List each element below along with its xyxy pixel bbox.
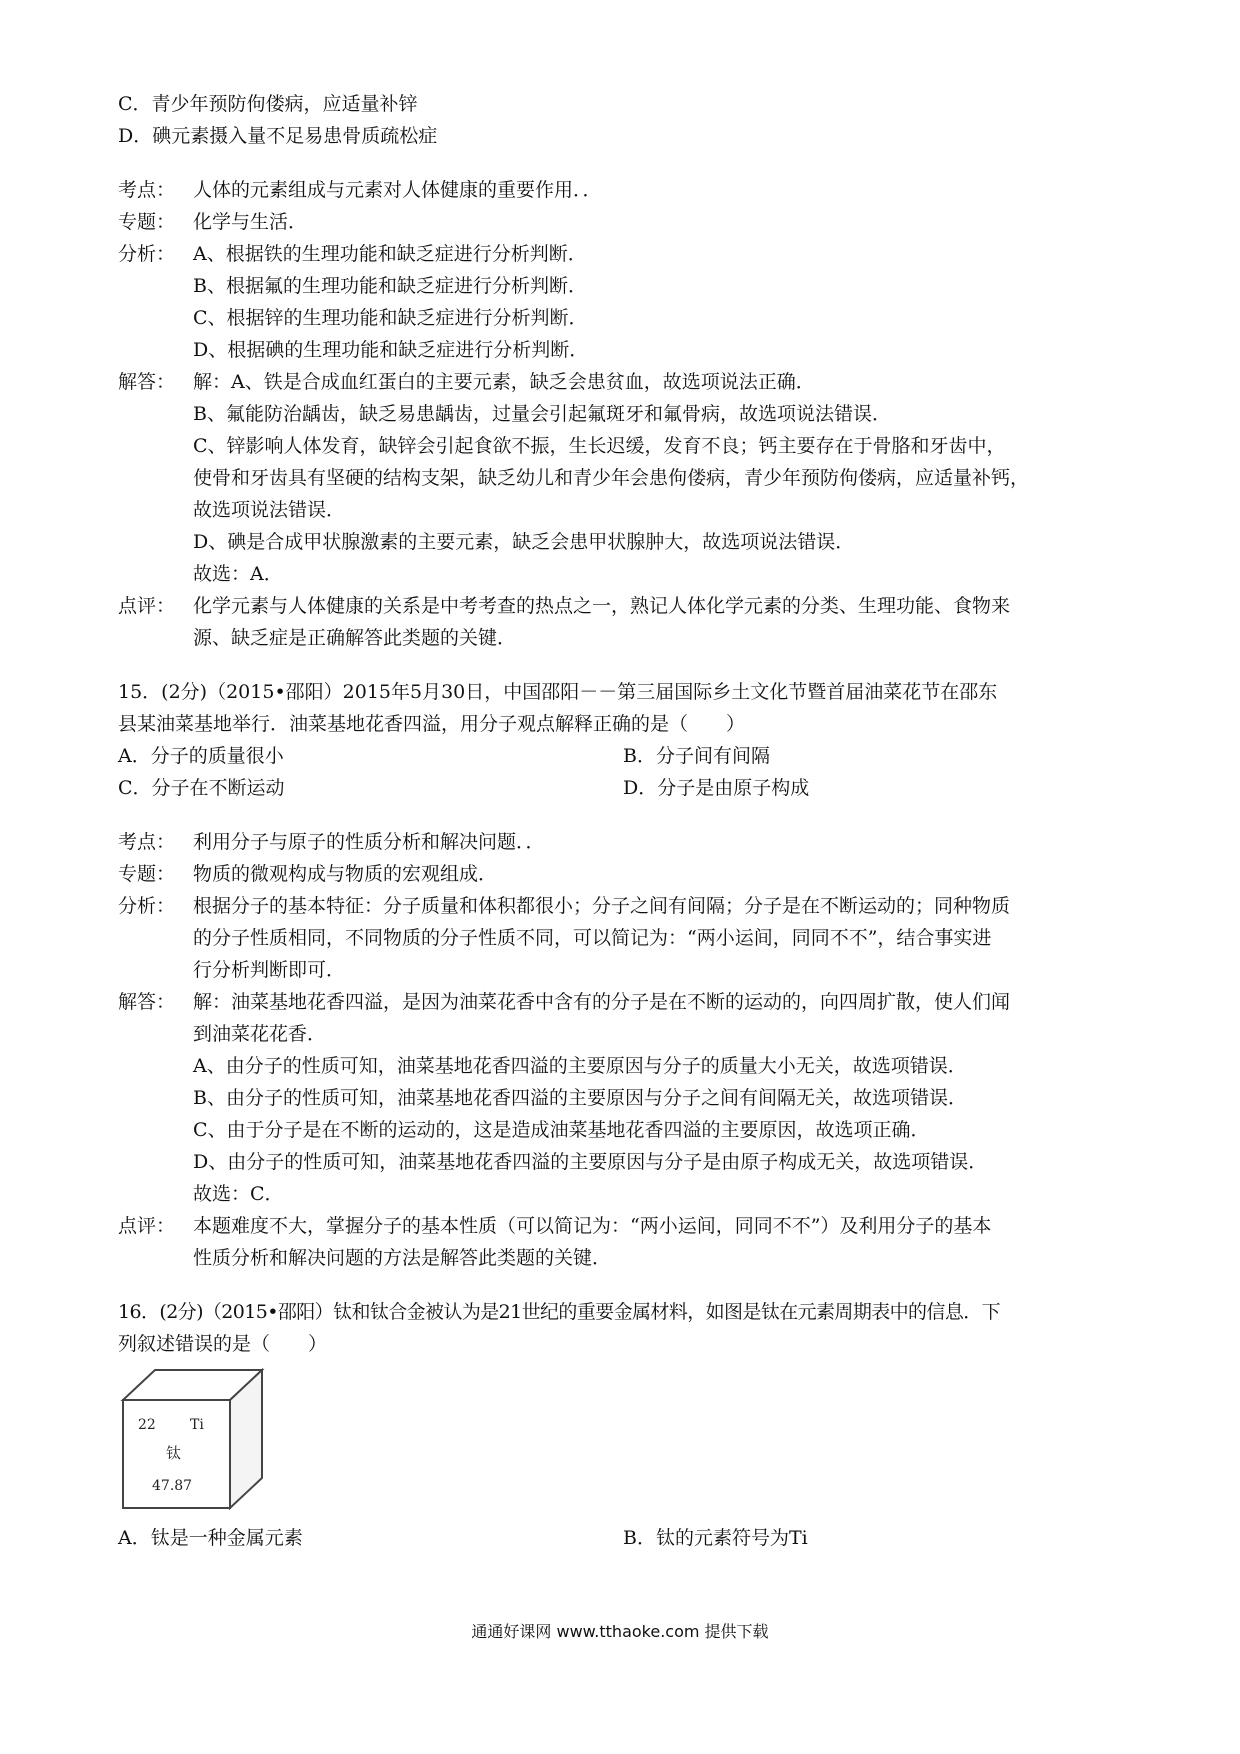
q15-fenxi bbox=[118, 890, 1128, 922]
jieda-line: D、碘是合成甲状腺激素的主要元素，缺乏会患甲状腺肿大，故选项说法错误． bbox=[193, 531, 855, 553]
jieda-line: D、由分子的性质可知，油菜基地花香四溢的主要原因与分子是由原子构成无关，故选项错误． bbox=[193, 1151, 988, 1173]
fenxi-label: 分析： bbox=[118, 243, 176, 265]
q16-stem-line: 16．(2分)（2015•邵阳）钛和钛合金被认为是21世纪的重要金属材料，如图是钛在元素周期表中的信息．下 bbox=[118, 1301, 1001, 1323]
jieda-line: A、由分子的性质可知，油菜基地花香四溢的主要原因与分子的质量大小无关，故选项错误． bbox=[193, 1055, 967, 1077]
element-tile-figure bbox=[120, 1366, 290, 1512]
dianping-line: 本题难度不大，掌握分子的基本性质（可以简记为：“两小运间，同同不不”）及利用分子的基本 bbox=[193, 1215, 992, 1237]
q16-stem-line: 列叙述错误的是（ ） bbox=[118, 1333, 328, 1355]
q14-option-c: C．青少年预防佝偻病，应适量补锌 bbox=[118, 93, 418, 115]
jieda-label: 解答： bbox=[118, 371, 176, 393]
jieda-line: C、由于分子是在不断的运动的，这是造成油菜基地花香四溢的主要原因，故选项正确． bbox=[193, 1119, 930, 1141]
fenxi-line: 的分子性质相同，不同物质的分子性质不同，可以简记为：“两小运间，同同不不”，结合事实进 bbox=[193, 927, 992, 949]
q15-zhuanti bbox=[118, 858, 1128, 890]
q15-option-c: C．分子在不断运动 bbox=[118, 777, 285, 799]
jieda-line: 解：A、铁是合成血红蛋白的主要元素，缺乏会患贫血，故选项说法正确． bbox=[193, 371, 815, 393]
jieda-line: 故选项说法错误． bbox=[193, 499, 346, 521]
dianping-line: 源、缺乏症是正确解答此类题的关键． bbox=[193, 627, 517, 649]
q14-fenxi bbox=[118, 238, 1128, 270]
q15-dianping bbox=[118, 1210, 1128, 1242]
fenxi-line: 行分析判断即可． bbox=[193, 959, 346, 981]
q15-options-row bbox=[118, 740, 1128, 772]
jieda-line: 故选：A． bbox=[193, 563, 283, 585]
jieda-line: 使骨和牙齿具有坚硬的结构支架，缺乏幼儿和青少年会患佝偻病，青少年预防佝偻病，应适量补钙， bbox=[193, 467, 1030, 489]
q15-jieda bbox=[118, 986, 1128, 1018]
kaodian-text: 利用分子与原子的性质分析和解决问题．． bbox=[193, 831, 545, 853]
q15-stem-line: 县某油菜基地举行．油菜基地花香四溢，用分子观点解释正确的是（ ） bbox=[118, 713, 746, 735]
fenxi-label: 分析： bbox=[118, 895, 176, 917]
jieda-line: 到油菜花花香． bbox=[193, 1023, 327, 1045]
titanium-element-tile bbox=[120, 1366, 1128, 1512]
element-mass: 47.87 bbox=[152, 1478, 193, 1494]
fenxi-line: D、根据碘的生理功能和缺乏症进行分析判断． bbox=[193, 339, 589, 361]
q14-dianping bbox=[118, 590, 1128, 622]
fenxi-line: B、根据氟的生理功能和缺乏症进行分析判断． bbox=[193, 275, 587, 297]
q16-options-row bbox=[118, 1522, 1128, 1554]
q14-option-d: D．碘元素摄入量不足易患骨质疏松症 bbox=[118, 125, 438, 147]
jieda-line: B、氟能防治龋齿，缺乏易患龋齿，过量会引起氟斑牙和氟骨病，故选项说法错误． bbox=[193, 403, 891, 425]
jieda-line: 故选：C． bbox=[193, 1183, 284, 1205]
jieda-line: C、锌影响人体发育，缺锌会引起食欲不振，生长迟缓，发育不良；钙主要存在于骨胳和牙齿中， bbox=[193, 435, 1006, 457]
q15-option-b: B．分子间有间隔 bbox=[623, 745, 770, 767]
q15-kaodian bbox=[118, 826, 1128, 858]
fenxi-line: 根据分子的基本特征：分子质量和体积都很小；分子之间有间隔；分子是在不断运动的；同种物质 bbox=[193, 895, 1011, 917]
q14-jieda bbox=[118, 366, 1128, 398]
dianping-label: 点评： bbox=[118, 595, 176, 617]
jieda-label: 解答： bbox=[118, 991, 176, 1013]
q15-option-a: A．分子的质量很小 bbox=[118, 745, 284, 767]
kaodian-text: 人体的元素组成与元素对人体健康的重要作用．． bbox=[193, 179, 602, 201]
q15-options-row bbox=[118, 772, 1128, 804]
kaodian-label: 考点： bbox=[118, 831, 176, 853]
dianping-label: 点评： bbox=[118, 1215, 176, 1237]
q15-option-d: D．分子是由原子构成 bbox=[623, 777, 810, 799]
q15-stem-line: 15．(2分)（2015•邵阳）2015年5月30日，中国邵阳－－第三届国际乡土文化节暨首届油菜花节在邵东 bbox=[118, 681, 998, 703]
fenxi-line: A、根据铁的生理功能和缺乏症进行分析判断． bbox=[193, 243, 587, 265]
dianping-line: 化学元素与人体健康的关系是中考考查的热点之一，熟记人体化学元素的分类、生理功能、食物来 bbox=[193, 595, 1011, 617]
jieda-line: B、由分子的性质可知，油菜基地花香四溢的主要原因与分子之间有间隔无关，故选项错误． bbox=[193, 1087, 967, 1109]
element-symbol: Ti bbox=[190, 1417, 204, 1433]
zhuanti-text: 物质的微观构成与物质的宏观组成． bbox=[193, 863, 498, 885]
q14-kaodian bbox=[118, 174, 1128, 206]
kaodian-label: 考点： bbox=[118, 179, 176, 201]
element-number: 22 bbox=[138, 1417, 156, 1433]
q14-zhuanti bbox=[118, 206, 1128, 238]
dianping-line: 性质分析和解决问题的方法是解答此类题的关键． bbox=[193, 1247, 612, 1269]
q16-option-b: B．钛的元素符号为Ti bbox=[623, 1527, 808, 1549]
element-name: 钛 bbox=[166, 1444, 182, 1462]
zhuanti-text: 化学与生活． bbox=[193, 211, 308, 233]
zhuanti-label: 专题： bbox=[118, 211, 176, 233]
zhuanti-label: 专题： bbox=[118, 863, 176, 885]
page-footer: 通通好课网 www.tthaoke.com 提供下载 bbox=[471, 1622, 769, 1641]
document-page bbox=[118, 88, 1128, 1554]
fenxi-line: C、根据锌的生理功能和缺乏症进行分析判断． bbox=[193, 307, 588, 329]
q16-option-a: A．钛是一种金属元素 bbox=[118, 1527, 303, 1549]
jieda-line: 解：油菜基地花香四溢，是因为油菜花香中含有的分子是在不断的运动的，向四周扩散，使人们闻 bbox=[193, 991, 1011, 1013]
